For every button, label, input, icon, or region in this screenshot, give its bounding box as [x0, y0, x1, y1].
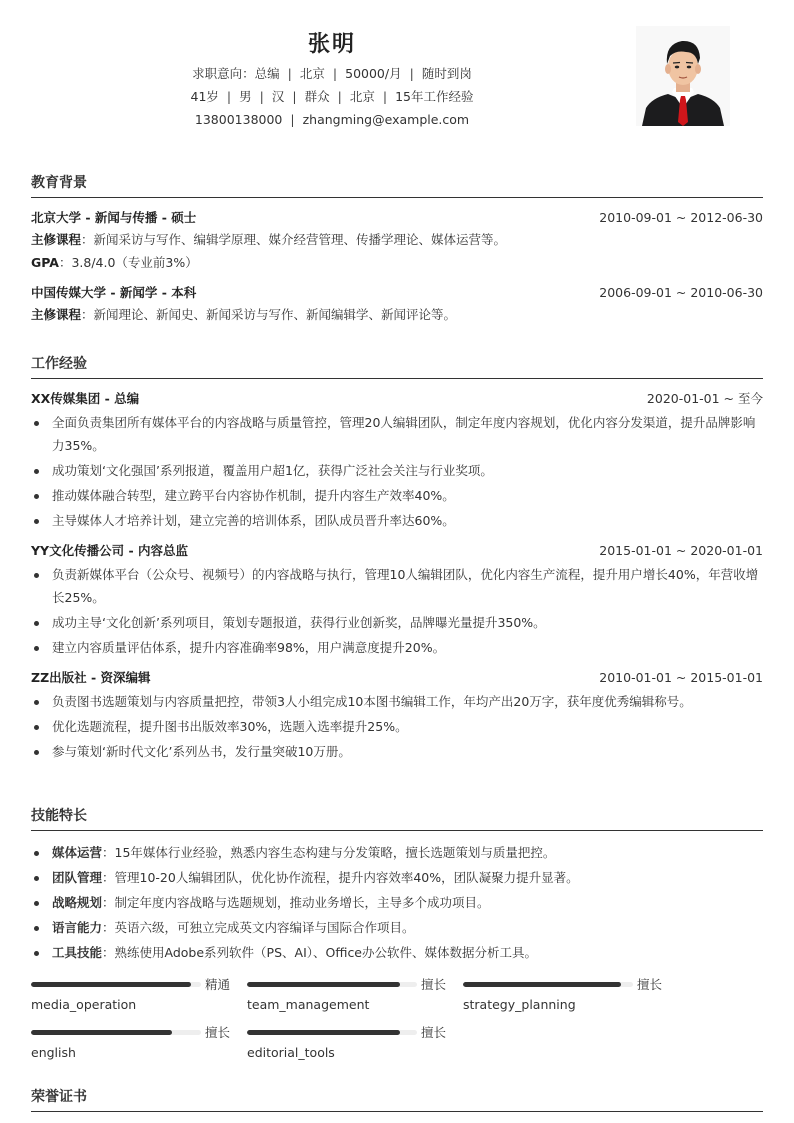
work-bullets — [31, 411, 763, 532]
ethnicity: 汉 — [271, 89, 285, 104]
education-date: 2010-09-01 ~ 2012-06-30 — [599, 210, 763, 225]
skill-bar-strategy-planning — [463, 974, 663, 1016]
separator: | — [292, 89, 297, 104]
skill-bar-team-management — [247, 974, 447, 1016]
courses-text: ：新闻采访与写作、编辑学原理、媒介经营管理、传播学理论、媒体运营等。 — [81, 232, 507, 247]
section-title-work: 工作经验 — [31, 353, 763, 379]
list-item: 推动媒体融合转型，建立跨平台内容协作机制，提升内容生产效率40%。 — [31, 484, 763, 507]
progress-track — [31, 982, 201, 987]
progress-fill — [31, 982, 191, 987]
skill-name: editorial_tools — [247, 1045, 335, 1060]
list-item: 负责图书选题策划与内容质量把控，带领3人小组完成10本图书编辑工作，年均产出20万字，获年度优秀编辑称号。 — [31, 690, 763, 713]
work-date: 2015-01-01 ~ 2020-01-01 — [599, 543, 763, 558]
skill-item — [31, 916, 763, 939]
skill-bar-english — [31, 1022, 231, 1064]
political-status: 群众 — [304, 89, 330, 104]
education-courses — [31, 303, 763, 326]
skill-text: ：15年媒体行业经验，熟悉内容生态构建与分发策略，擅长选题策划与质量把控。 — [102, 845, 556, 860]
skill-name: english — [31, 1045, 76, 1060]
education-heading: 北京大学 - 新闻与传播 - 硕士 — [31, 210, 197, 225]
list-item: 成功主导‘文化创新’系列项目，策划专题报道，获得行业创新奖，品牌曝光量提升350%。 — [31, 611, 763, 634]
skill-item — [31, 866, 763, 889]
education-date: 2006-09-01 ~ 2010-06-30 — [599, 285, 763, 300]
progress-track — [247, 1030, 417, 1035]
progress-fill — [247, 1030, 400, 1035]
skill-text: ：管理10-20人编辑团队，优化协作流程，提升内容效率40%，团队凝聚力提升显著。 — [102, 870, 579, 885]
work-heading: YY文化传播公司 - 内容总监 — [31, 543, 188, 558]
skill-level: 擅长 — [205, 1025, 231, 1040]
skill-text: ：英语六级，可独立完成英文内容编译与国际合作项目。 — [102, 920, 415, 935]
separator: | — [382, 89, 388, 104]
job-intent: 求职意向：总编 — [192, 66, 280, 81]
skill-level: 擅长 — [421, 1025, 447, 1040]
skill-text: ：制定年度内容战略与选题规划，推动业务增长，主导多个成功项目。 — [102, 895, 490, 910]
skill-label: 工具技能 — [52, 945, 103, 960]
separator: | — [287, 66, 292, 81]
work-heading: ZZ出版社 - 资深编辑 — [31, 670, 151, 685]
section-title-honors: 荣誉证书 — [31, 1086, 763, 1112]
gpa-text: ：3.8/4.0（专业前3%） — [58, 255, 198, 270]
list-item: 优化选题流程，提升图书出版效率30%，选题入选率提升25%。 — [31, 715, 763, 738]
skill-label: 战略规划 — [52, 895, 103, 910]
education-entry — [31, 208, 763, 274]
courses-text: ：新闻理论、新闻史、新闻采访与写作、新闻编辑学、新闻评论等。 — [81, 307, 457, 322]
gender: 男 — [239, 89, 252, 104]
progress-fill — [247, 982, 400, 987]
candidate-name: 张明 — [307, 32, 356, 57]
courses-label: 主修课程 — [31, 232, 82, 247]
availability: 随时到岗 — [421, 66, 472, 81]
list-item: 全面负责集团所有媒体平台的内容战略与质量管控，管理20人编辑团队，制定年度内容规划，优化内容分发渠道，提升品牌影响力35%。 — [31, 411, 763, 457]
list-item: 成功策划‘文化强国’系列报道，覆盖用户超1亿，获得广泛社会关注与行业奖项。 — [31, 459, 763, 482]
work-date: 2020-01-01 ~ 至今 — [646, 391, 763, 406]
work-bullets — [31, 563, 763, 659]
skill-item — [31, 941, 763, 964]
skill-level: 精通 — [205, 977, 231, 992]
skill-item — [31, 841, 763, 864]
work-entry — [31, 668, 763, 763]
list-item: 建立内容质量评估体系，提升内容准确率98%，用户满意度提升20%。 — [31, 636, 763, 659]
job-intent-line — [0, 62, 664, 85]
resume-header — [0, 28, 664, 131]
work-date: 2010-01-01 ~ 2015-01-01 — [599, 670, 763, 685]
section-title-skills: 技能特长 — [31, 805, 763, 831]
separator: | — [409, 66, 414, 81]
expected-salary: 50000/月 — [345, 66, 402, 81]
honors-section — [31, 1086, 763, 1112]
work-bullets — [31, 690, 763, 763]
separator: | — [332, 66, 338, 81]
skill-bar-media-operation — [31, 974, 231, 1016]
skill-label: 媒体运营 — [52, 845, 103, 860]
progress-fill — [463, 982, 621, 987]
separator: | — [259, 89, 264, 104]
education-section — [31, 172, 763, 326]
list-item: 主导媒体人才培养计划，建立完善的培训体系，团队成员晋升率达60%。 — [31, 509, 763, 532]
skill-text: ：熟练使用Adobe系列软件（PS、AI）、Office办公软件、媒体数据分析工具。 — [102, 945, 538, 960]
work-entry — [31, 389, 763, 532]
skill-level: 擅长 — [421, 977, 447, 992]
avatar — [636, 26, 730, 126]
education-heading: 中国传媒大学 - 新闻学 - 本科 — [31, 285, 197, 300]
email-address: zhangming@example.com — [302, 112, 470, 127]
education-gpa — [31, 251, 763, 274]
work-section — [31, 353, 763, 763]
separator: | — [337, 89, 342, 104]
gpa-label: GPA — [31, 255, 59, 270]
section-title-education: 教育背景 — [31, 172, 763, 198]
skill-name: media_operation — [31, 997, 137, 1012]
avatar-illustration-icon — [636, 26, 730, 126]
personal-info-line — [0, 85, 664, 108]
phone-number: 13800138000 — [194, 112, 283, 127]
contact-line — [0, 108, 664, 131]
residence: 北京 — [349, 89, 375, 104]
work-heading: XX传媒集团 - 总编 — [31, 391, 140, 406]
courses-label: 主修课程 — [31, 307, 82, 322]
skill-label: 语言能力 — [52, 920, 103, 935]
skill-item — [31, 891, 763, 914]
progress-fill — [31, 1030, 172, 1035]
education-courses — [31, 228, 763, 251]
intent-city: 北京 — [299, 66, 325, 81]
skills-section — [31, 805, 763, 1064]
progress-track — [463, 982, 633, 987]
work-entry — [31, 541, 763, 659]
skill-bars — [31, 974, 763, 1064]
skill-name: team_management — [247, 997, 370, 1012]
progress-track — [31, 1030, 201, 1035]
age: 41岁 — [190, 89, 219, 104]
separator: | — [226, 89, 232, 104]
experience-years: 15年工作经验 — [395, 89, 474, 104]
list-item: 参与策划‘新时代文化’系列丛书，发行量突破10万册。 — [31, 740, 763, 763]
education-entry — [31, 283, 763, 326]
skill-bar-editorial-tools — [247, 1022, 447, 1064]
separator: | — [290, 112, 295, 127]
progress-track — [247, 982, 417, 987]
skills-list — [31, 841, 763, 964]
skill-label: 团队管理 — [52, 870, 103, 885]
skill-name: strategy_planning — [463, 997, 576, 1012]
skill-level: 擅长 — [637, 977, 663, 992]
list-item: 负责新媒体平台（公众号、视频号）的内容战略与执行，管理10人编辑团队，优化内容生产流程，提升用户增长40%，年营收增长25%。 — [31, 563, 763, 609]
